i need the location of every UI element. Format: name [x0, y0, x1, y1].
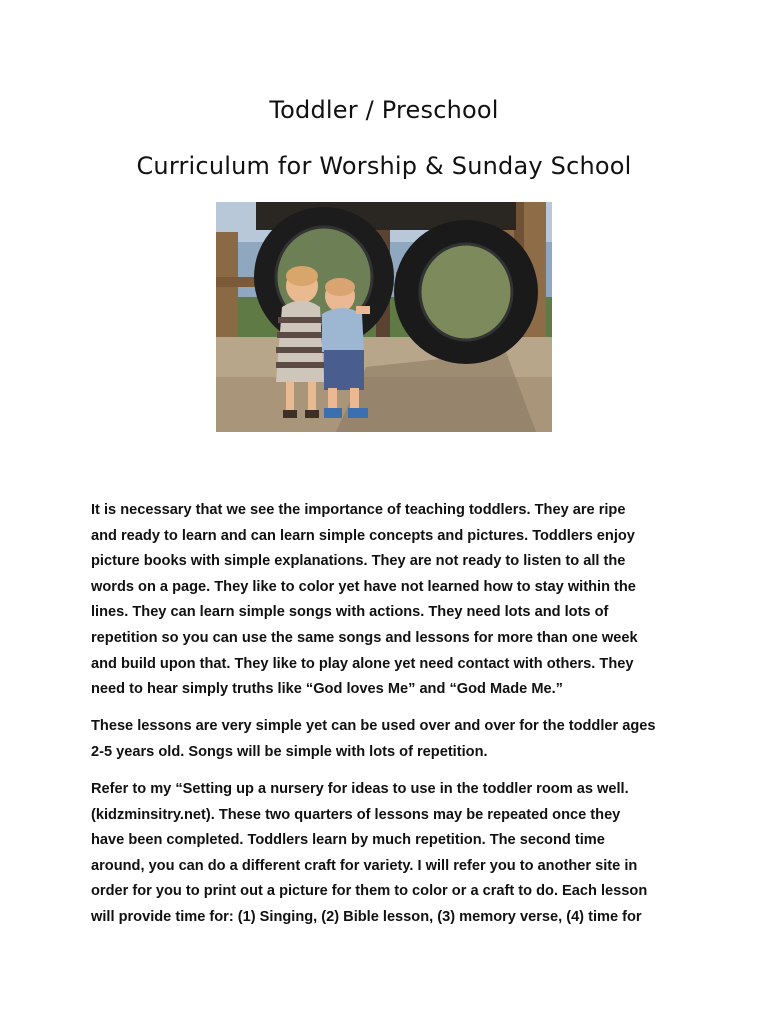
paragraph-line: Refer to my “Setting up a nursery for ideas to use in the toddler room as well. [91, 781, 629, 797]
paragraph-line: will provide time for: (1) Singing, (2) Bible lesson, (3) memory verse, (4) time for [91, 908, 642, 925]
paragraph-line: It is necessary that we see the importance of teaching toddlers. They are ripe [91, 502, 626, 518]
paragraph-line: picture books with simple explanations. They are not ready to listen to all the [91, 553, 626, 570]
paragraph-line: lines. They can learn simple songs with actions. They need lots and lots of [91, 604, 609, 621]
paragraph-line: and ready to learn and can learn simple concepts and pictures. Toddlers enjoy [91, 527, 635, 544]
toddlers-photo [216, 202, 552, 432]
paragraph-line: order for you to print out a picture for them to color or a craft to do. Each lesson [91, 883, 648, 900]
paragraph-line: need to hear simply truths like “God loves Me” and “God Made Me.” [91, 681, 563, 698]
paragraph-line: 2-5 years old. Songs will be simple with lots of repetition. [91, 743, 488, 760]
paragraph-1 [91, 498, 691, 703]
paragraph-line: words on a page. They like to color yet have not learned how to stay within the [91, 578, 636, 595]
paragraph-line: These lessons are very simple yet can be used over and over for the toddler ages [91, 718, 656, 734]
page-title: Toddler / Preschool [269, 96, 499, 124]
paragraph-line: repetition so you can use the same songs and lessons for more than one week [91, 629, 638, 646]
page-subtitle: Curriculum for Worship & Sunday School [136, 152, 632, 180]
paragraph-line: around, you can do a different craft for variety. I will refer you to another site in [91, 857, 638, 874]
paragraph-line: (kidzminsitry.net). These two quarters of lessons may be repeated once they [91, 806, 621, 823]
paragraph-3 [91, 777, 691, 931]
paragraph-line: have been completed. Toddlers learn by much repetition. The second time [91, 832, 605, 849]
paragraph-line: and build upon that. They like to play alone yet need contact with others. They [91, 655, 634, 672]
paragraph-2 [91, 714, 691, 765]
